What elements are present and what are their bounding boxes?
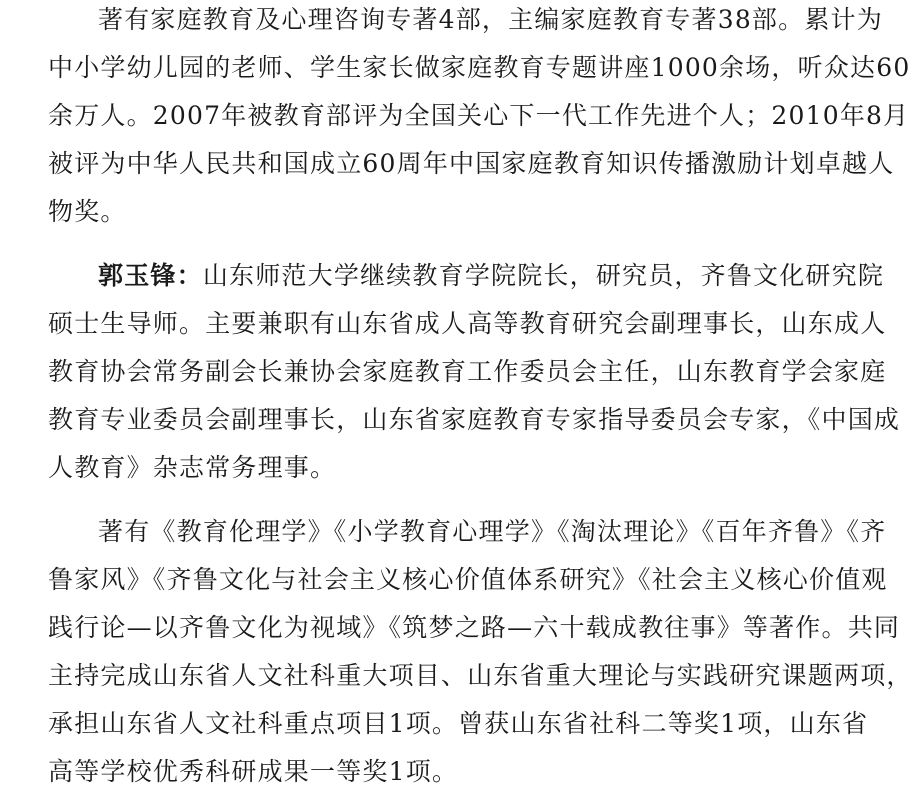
text-line: 承担山东省人文社科重点项目1项。曾获山东省社科二等奖1项，山东省 — [48, 709, 869, 738]
paragraph-guo-yufeng-bio — [48, 252, 901, 492]
text-line: 主持完成山东省人文社科重大项目、山东省重大理论与实践研究课题两项， — [48, 661, 913, 690]
text-line: 余万人。2007年被教育部评为全国关心下一代工作先进个人；2010年8月 — [48, 101, 910, 130]
text-line — [48, 252, 885, 300]
text-line: 践行论—以齐鲁文化为视域》《筑梦之路—六十载成教往事》等著作。共同 — [48, 613, 901, 642]
text-line: 著有《教育伦理学》《小学教育心理学》《淘汰理论》《百年齐鲁》《齐 — [98, 517, 887, 546]
text-line: 高等学校优秀科研成果一等奖1项。 — [48, 757, 459, 786]
text-line: 人教育》杂志常务理事。 — [48, 453, 337, 482]
text-line: 硕士生导师。主要兼职有山东省成人高等教育研究会副理事长，山东成人 — [48, 309, 887, 338]
text-line: 教育协会常务副会长兼协会家庭教育工作委员会主任，山东教育学会家庭 — [48, 357, 887, 386]
paragraph-publications-and-awards — [48, 0, 911, 236]
person-name: 郭玉锋： — [98, 261, 203, 290]
text-line: 鲁家风》《齐鲁文化与社会主义核心价值体系研究》《社会主义核心价值观 — [48, 565, 888, 594]
text-line: 中小学幼儿园的老师、学生家长做家庭教育专题讲座1000余场，听众达60 — [48, 53, 911, 82]
text-line-rest: 山东师范大学继续教育学院院长，研究员，齐鲁文化研究院 — [202, 261, 885, 290]
text-line: 被评为中华人民共和国成立60周年中国家庭教育知识传播激励计划卓越人 — [48, 149, 895, 178]
text-line: 教育专业委员会副理事长，山东省家庭教育专家指导委员会专家，《中国成 — [48, 405, 901, 434]
text-line: 物奖。 — [48, 197, 127, 226]
paragraph-guo-yufeng-works — [48, 508, 913, 796]
text-line: 著有家庭教育及心理咨询专著4部，主编家庭教育专著38部。累计为 — [98, 5, 883, 34]
